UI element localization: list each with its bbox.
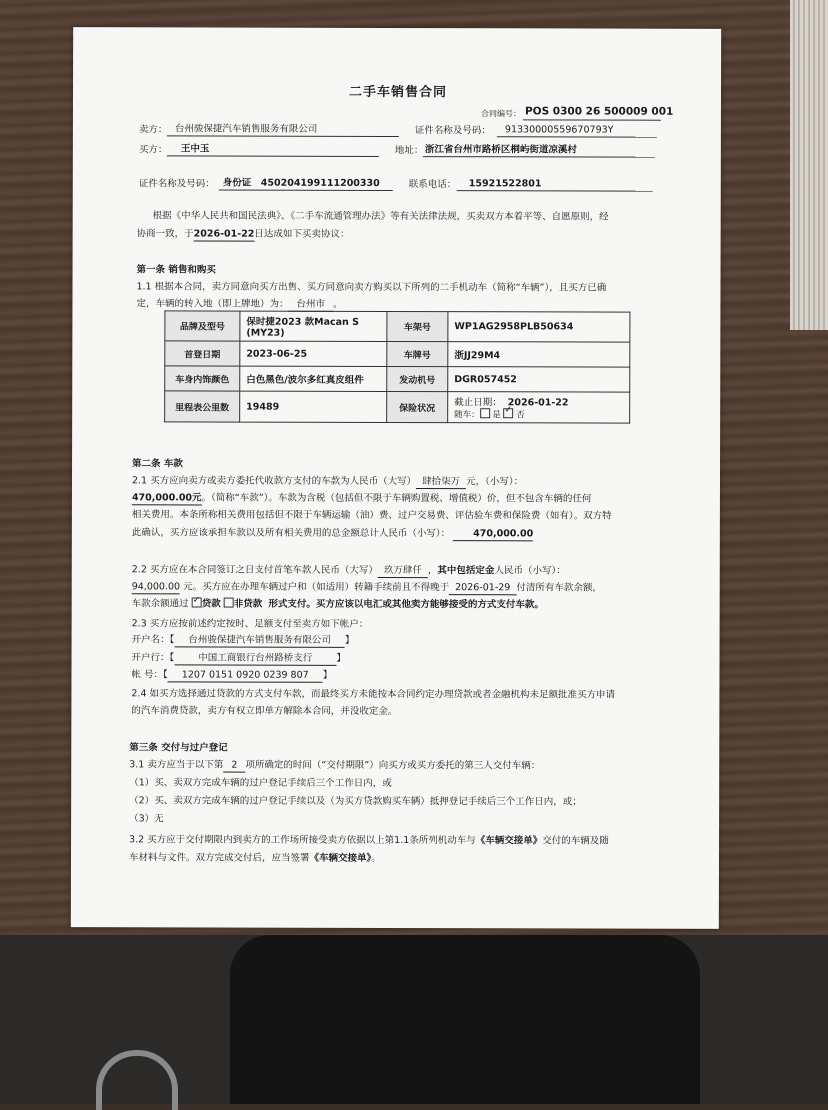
article-3-2-line-2: 车材料与文件。双方完成交付后，应当签署《车辆交接单》。 — [128, 852, 381, 864]
article-1-title: 第一条 销售和购买 — [136, 264, 216, 276]
buyer-address: 浙江省台州市路桥区桐屿街道凉溪村 — [424, 144, 577, 156]
article-2-1-line-2: 470,000.00元。（简称“车款”）。车款为含税（包括但不限于车辆购置税、增值税）价，但不包含车辆的任何 — [131, 492, 592, 505]
brand-value: 保时捷2023 款Macan S (MY23) — [240, 311, 387, 341]
buyer-label: 买方： — [138, 144, 168, 156]
article-3-option-3: （3）无 — [129, 813, 164, 825]
mileage-value: 19489 — [240, 391, 387, 422]
contract-no: POS 0300 26 500009 001 — [524, 105, 674, 118]
document-title: 二手车销售合同 — [348, 84, 448, 101]
account-name-row: 开户名：【 台州骏保捷汽车销售服务有限公司 】 — [131, 634, 355, 646]
color-value: 白色黑色/波尔多红真皮组件 — [240, 366, 387, 391]
seller-id: 91330000559670793Y — [504, 124, 614, 136]
reg-date-label: 首登日期 — [165, 341, 240, 366]
vin-label: 车架号 — [387, 311, 448, 341]
plate-value: 浙JJ29M4 — [448, 342, 630, 367]
seller-name: 台州骏保捷汽车销售服务有限公司 — [174, 123, 318, 135]
article-3-option-2: （2）买、卖双方完成车辆的过户登记手续以及（为买方贷款购买车辆）抵押登记手续后三个工作日内，或； — [129, 795, 582, 808]
article-1-1-line-1: 1.1 根据本合同，卖方同意向买方出售、买方同意向卖方购买以下所列的二手机动车（简称“车辆”），且买方已确 — [136, 281, 607, 294]
buyer-id-label: 证件名称及号码： — [138, 178, 215, 190]
vin-value: WP1AG2958PLB50634 — [448, 312, 630, 342]
contract-no-label: 合同编号： — [480, 109, 521, 119]
no-checkbox[interactable] — [504, 408, 514, 418]
article-2-4-line-1: 2.4 如买方选择通过贷款的方式支付车款，而最终买方未能按本合同约定办理贷款或者金融机构未足额批准买方申请 — [131, 688, 616, 701]
bank-row: 开户行：【 中国工商银行台州路桥支行 】 — [131, 652, 346, 664]
reg-date-value: 2023-06-25 — [240, 341, 387, 366]
intro-line-2: 协商一致，于2026-01-22日达成如下买卖协议： — [136, 228, 350, 240]
article-2-1-line-1: 2.1 买方应向卖方或卖方委托代收款方支付的车款为人民币（大写） 肆拾柒万 元，（小写）： — [131, 475, 524, 488]
buyer-phone: 15921522801 — [468, 178, 542, 190]
nonloan-checkbox[interactable] — [224, 598, 234, 608]
insurance-value: 截止日期： 2026-01-22 随车： 是 ✓ 否 — [448, 392, 630, 423]
article-2-1-line-4: 此确认，买方应该承担车款以及所有相关费用的总金额总计人民币（小写）： 470,000.00 — [131, 527, 534, 540]
article-2-1-line-3: 相关费用。本条所称相关费用包括但不限于车辆运输（油）费、过户交易费、评估验车费和保险费（如有）。双方特 — [131, 509, 612, 522]
article-2-2-line-1: 2.2 买方应在本合同签订之日支付首笔车款人民币（大写） 玖万肆仟 ，其中包括定金人民币（小写）： — [131, 564, 566, 577]
buyer-id-type: 身份证 — [222, 177, 252, 189]
insurance-label: 保险状况 — [387, 391, 448, 422]
article-2-2-line-3: 车款余额通过 ✓ 贷款 非贷款 形式支付。买方应该以电汇或其他卖方能够接受的方式支付车款。 — [132, 597, 544, 611]
article-3-1: 3.1 卖方应当于以下第 2 项所确定的时间（“交付期限”）向买方或买方委托的第三人交付车辆： — [129, 759, 541, 772]
engine-value: DGR057452 — [448, 367, 630, 392]
article-3-2-line-1: 3.2 买方应于交付期限内到卖方的工作场所接受卖方依据以上第1.1条所列机动车与《车辆交接单》交付的车辆及随 — [129, 834, 609, 847]
engine-label: 发动机号 — [387, 366, 448, 391]
article-3-title: 第三条 交付与过户登记 — [129, 742, 228, 754]
buyer-name: 王中玉 — [180, 143, 210, 155]
account-no-row: 帐 号：【 1207 0151 0920 0239 807 】 — [131, 669, 333, 681]
color-label: 车身内饰颜色 — [165, 366, 240, 391]
vehicle-info-table — [164, 310, 630, 423]
article-2-title: 第二条 车款 — [132, 458, 183, 470]
seller-label: 卖方： — [138, 124, 168, 136]
article-1-1-line-2: 定，车辆的转入地（即上牌地）为： 台州市 。 — [136, 298, 343, 310]
yes-checkbox[interactable] — [480, 408, 490, 418]
mileage-label: 里程表公里数 — [165, 391, 240, 422]
buyer-id: 450204199111200330 — [260, 177, 380, 189]
seller-id-label: 证件名称及号码： — [414, 125, 491, 137]
intro-line-1: 根据《中华人民共和国民法典》、《二手车流通管理办法》等有关法律法规，买卖双方本着平等、自愿原则，经 — [152, 210, 609, 223]
person-legs — [230, 935, 700, 1104]
contract-document — [71, 27, 721, 929]
stacked-papers — [790, 0, 828, 330]
article-2-4-line-2: 的汽车消费贷款，卖方有权立即单方解除本合同，并没收定金。 — [131, 705, 398, 718]
phone-label: 联系电话： — [408, 179, 457, 191]
loan-checkbox[interactable] — [192, 597, 202, 607]
article-2-2-line-2: 94,000.00 元。买方应在办理车辆过户和（如适用）转籍手续前且不得晚于 2026-01-29 付清所有车款余额， — [131, 581, 602, 594]
brand-label: 品牌及型号 — [165, 311, 240, 341]
article-2-3: 2.3 买方应按前述约定按时、足额支付至卖方如下帐户： — [131, 618, 369, 630]
address-label: 地址： — [394, 144, 424, 157]
plate-label: 车牌号 — [387, 341, 448, 366]
article-3-option-1: （1）买、卖双方完成车辆的过户登记手续后三个工作日内，或 — [129, 777, 392, 789]
